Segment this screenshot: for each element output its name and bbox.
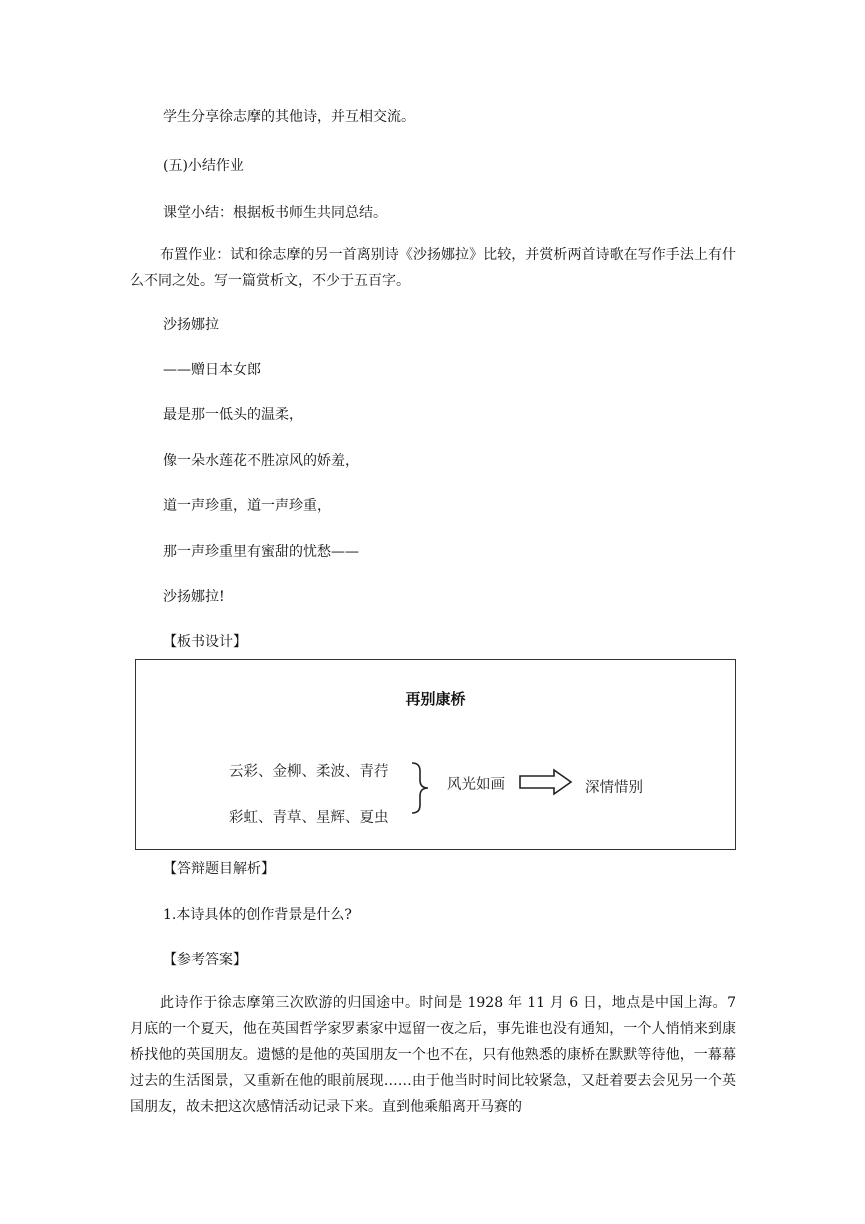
board-diagram <box>136 660 735 849</box>
curly-brace <box>412 763 428 813</box>
board-row-2: 彩虹、青草、星辉、夏虫 <box>229 810 389 826</box>
board-title: 再别康桥 <box>405 690 466 708</box>
hollow-arrow-icon <box>520 770 571 794</box>
section-heading: (五)小结作业 <box>163 158 244 174</box>
poem-line: 那一声珍重里有蜜甜的忧愁—— <box>163 544 359 560</box>
question-line: 1.本诗具体的创作背景是什么? <box>163 907 352 923</box>
board-design-box <box>135 659 736 850</box>
poem-line: 道一声珍重，道一声珍重， <box>163 498 331 514</box>
board-middle-label: 风光如画 <box>447 777 505 793</box>
poem-line: 沙扬娜拉! <box>163 589 225 605</box>
board-result-label: 深情惜别 <box>585 780 643 796</box>
section-label-analysis: 【答辩题目解析】 <box>163 861 275 877</box>
paragraph-homework: 布置作业：试和徐志摩的另一首离别诗《沙扬娜拉》比较，并赏析两首诗歌在写作手法上有什么不同之处。写一篇赏析文，不少于五百字。 <box>130 247 736 289</box>
poem-title: 沙扬娜拉 <box>163 317 219 333</box>
section-label-board: 【板书设计】 <box>163 634 247 650</box>
poem-line: 像一朵水莲花不胜凉风的娇羞， <box>163 453 359 469</box>
board-row-1: 云彩、金柳、柔波、青荇 <box>229 764 389 780</box>
poem-subtitle: ——赠日本女郎 <box>163 362 261 378</box>
text-line: 学生分享徐志摩的其他诗，并互相交流。 <box>163 109 415 125</box>
poem-line: 最是那一低头的温柔， <box>163 407 303 423</box>
section-label-answer: 【参考答案】 <box>163 952 247 968</box>
text-line: 课堂小结：根据板书师生共同总结。 <box>163 205 387 221</box>
answer-paragraph: 此诗作于徐志摩第三次欧游的归国途中。时间是 1928 年 11 月 6 日，地点是中国上海。7 月底的一个夏天，他在英国哲学家罗素家中逗留一夜之后，事先谁也没有通知，一个人悄悄来到康桥找他的英国朋友。遗憾的是他的英国朋友一个也不在，只有他熟悉的康桥在默默等待他，一幕幕过去的生活图景，又重新在他的眼前展现……由于他当时时间比较紧急，又赶着要去会见另一个英国朋友，故未把这次感情活动记录下来。直到他乘船离开马赛的 <box>130 995 736 1115</box>
